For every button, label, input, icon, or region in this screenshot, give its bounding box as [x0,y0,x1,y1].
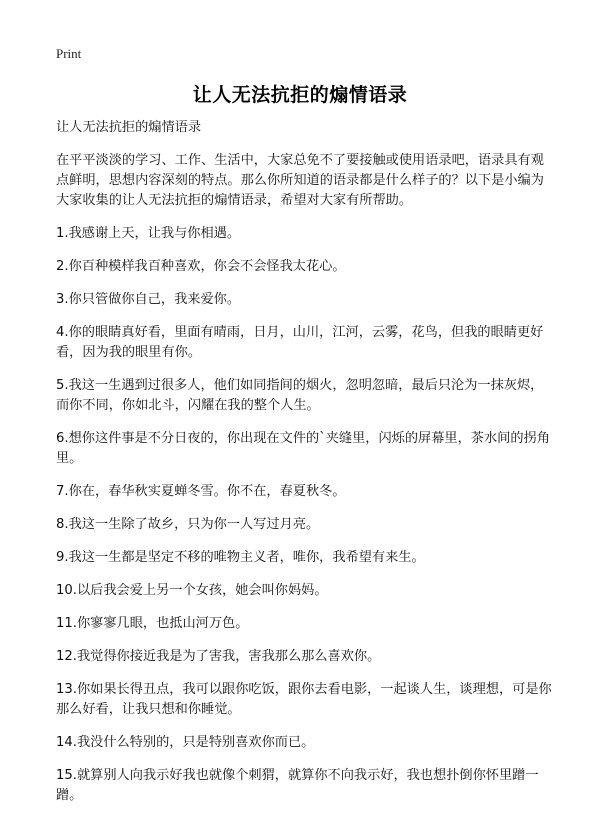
article-body [56,118,552,819]
quote-item: 10.以后我会爱上另一个女孩，她会叫你妈妈。 [56,583,328,598]
quote-item: 4.你的眼睛真好看，里面有晴雨，日月，山川，江河，云雾，花鸟，但我的眼睛更好看，因为我的眼里有你。 [56,325,544,360]
quote-item: 8.我这一生除了故乡，只为你一人写过月亮。 [56,517,320,532]
page-title: 让人无法抗拒的煽情语录 [192,84,408,106]
intro-paragraph: 在平平淡淡的学习、工作、生活中，大家总免不了要接触或使用语录吧，语录具有观点鲜明，思想内容深刻的特点。那么你所知道的语录都是什么样子的？以下是小编为大家收集的让人无法抗拒的煽情语录，希望对大家有所帮助。 [56,153,544,208]
quote-item: 15.就算别人向我示好我也就像个刺猬，就算你不向我示好，我也想扑倒你怀里蹭一蹭。 [56,768,539,803]
quote-item: 9.我这一生都是坚定不移的唯物主义者，唯你，我希望有来生。 [56,550,425,565]
quote-item: 1.我感谢上天，让我与你相遇。 [56,226,241,241]
article-subtitle: 让人无法抗拒的煽情语录 [56,120,202,135]
quote-item: 6.想你这件事是不分日夜的，你出现在文件的`夹缝里，闪烁的屏幕里，茶水间的拐角里。 [56,431,550,466]
quote-item: 12.我觉得你接近我是为了害我，害我那么那么喜欢你。 [56,649,381,664]
quote-item: 7.你在，春华秋实夏蝉冬雪。你不在，春夏秋冬。 [56,484,346,499]
quote-item: 3.你只管做你自己，我来爱你。 [56,292,241,307]
quote-item: 14.我没什么特别的，只是特别喜欢你而已。 [56,735,315,750]
quote-item: 5.我这一生遇到过很多人，他们如同指间的烟火，忽明忽暗，最后只沦为一抹灰烬，而你不同，你如北斗，闪耀在我的整个人生。 [56,378,544,413]
quote-item: 11.你寥寥几眼，也抵山河万色。 [56,616,249,631]
quote-item: 13.你如果长得丑点，我可以跟你吃饭，跟你去看电影，一起谈人生，谈理想，可是你那么好看，让我只想和你睡觉。 [56,682,552,717]
quote-item: 2.你百种模样我百种喜欢，你会不会怪我太花心。 [56,259,346,274]
print-link[interactable]: Print [56,46,82,61]
